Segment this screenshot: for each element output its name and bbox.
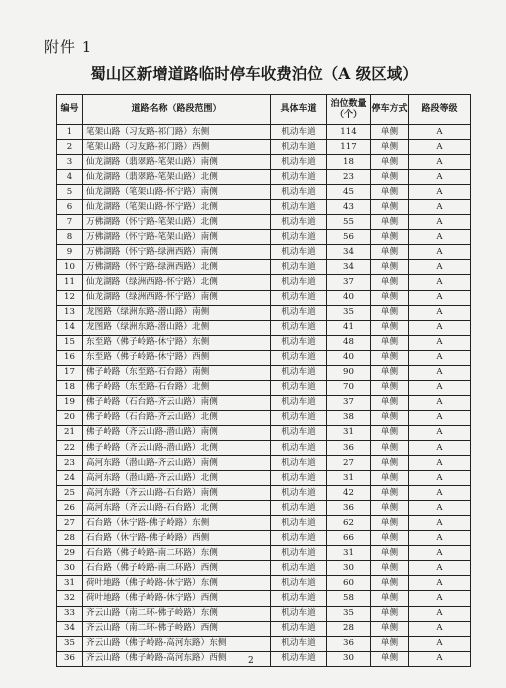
- cell-road: 佛子岭路（东至路-石台路）南侧: [83, 365, 271, 380]
- cell-method: 单侧: [371, 335, 409, 350]
- table-row: [57, 125, 471, 140]
- cell-count: 43: [327, 200, 371, 215]
- cell-count: 41: [327, 320, 371, 335]
- cell-no: 17: [57, 365, 83, 380]
- cell-level: A: [409, 471, 471, 486]
- cell-no: 11: [57, 275, 83, 290]
- cell-level: A: [409, 561, 471, 576]
- table-row: [57, 395, 471, 410]
- cell-no: 35: [57, 636, 83, 651]
- cell-level: A: [409, 425, 471, 440]
- cell-method: 单侧: [371, 290, 409, 305]
- cell-lane: 机动车道: [271, 335, 327, 350]
- cell-level: A: [409, 320, 471, 335]
- cell-level: A: [409, 486, 471, 501]
- cell-count: 34: [327, 245, 371, 260]
- cell-road: 佛子岭路（齐云山路-潜山路）南侧: [83, 425, 271, 440]
- cell-no: 25: [57, 486, 83, 501]
- cell-lane: 机动车道: [271, 591, 327, 606]
- cell-no: 31: [57, 576, 83, 591]
- cell-lane: 机动车道: [271, 380, 327, 395]
- cell-level: A: [409, 636, 471, 651]
- cell-level: A: [409, 395, 471, 410]
- cell-no: 9: [57, 245, 83, 260]
- cell-level: A: [409, 501, 471, 516]
- cell-method: 单侧: [371, 320, 409, 335]
- cell-road: 万佛湖路（怀宁路-绿洲西路）南侧: [83, 245, 271, 260]
- cell-no: 22: [57, 440, 83, 455]
- cell-road: 石台路（休宁路-佛子岭路）西侧: [83, 531, 271, 546]
- cell-count: 66: [327, 531, 371, 546]
- cell-lane: 机动车道: [271, 215, 327, 230]
- cell-lane: 机动车道: [271, 636, 327, 651]
- header-count: 泊位数量（个）: [327, 95, 371, 125]
- cell-no: 14: [57, 320, 83, 335]
- cell-road: 东至路（佛子岭路-休宁路）西侧: [83, 350, 271, 365]
- cell-method: 单侧: [371, 471, 409, 486]
- table-row: [57, 140, 471, 155]
- cell-road: 高河东路（潜山路-齐云山路）北侧: [83, 471, 271, 486]
- cell-lane: 机动车道: [271, 185, 327, 200]
- cell-method: 单侧: [371, 230, 409, 245]
- cell-method: 单侧: [371, 275, 409, 290]
- table-row: [57, 440, 471, 455]
- cell-level: A: [409, 591, 471, 606]
- cell-lane: 机动车道: [271, 140, 327, 155]
- cell-count: 30: [327, 651, 371, 666]
- cell-road: 齐云山路（南二环-佛子岭路）西侧: [83, 621, 271, 636]
- cell-level: A: [409, 546, 471, 561]
- cell-road: 佛子岭路（石台路-齐云山路）南侧: [83, 395, 271, 410]
- cell-method: 单侧: [371, 365, 409, 380]
- table-row: [57, 320, 471, 335]
- header-level: 路段等级: [409, 95, 471, 125]
- cell-level: A: [409, 185, 471, 200]
- cell-count: 28: [327, 621, 371, 636]
- cell-road: 万佛湖路（怀宁路-绿洲西路）北侧: [83, 260, 271, 275]
- table-row: [57, 456, 471, 471]
- cell-method: 单侧: [371, 395, 409, 410]
- header-no: 编号: [57, 95, 83, 125]
- cell-level: A: [409, 335, 471, 350]
- cell-no: 6: [57, 200, 83, 215]
- cell-road: 仙龙湖路（笔架山路-怀宁路）北侧: [83, 200, 271, 215]
- cell-road: 石台路（佛子岭路-南二环路）东侧: [83, 546, 271, 561]
- cell-level: A: [409, 456, 471, 471]
- cell-count: 31: [327, 425, 371, 440]
- cell-road: 笔架山路（习友路-祁门路）东侧: [83, 125, 271, 140]
- cell-method: 单侧: [371, 501, 409, 516]
- cell-lane: 机动车道: [271, 365, 327, 380]
- cell-count: 58: [327, 591, 371, 606]
- cell-no: 13: [57, 305, 83, 320]
- annex-label: 附件 1: [44, 38, 93, 56]
- table-row: [57, 275, 471, 290]
- cell-level: A: [409, 365, 471, 380]
- cell-road: 仙龙湖路（绿洲西路-怀宁路）北侧: [83, 275, 271, 290]
- table-row: [57, 305, 471, 320]
- cell-road: 佛子岭路（齐云山路-潜山路）北侧: [83, 440, 271, 455]
- table-row: [57, 155, 471, 170]
- cell-lane: 机动车道: [271, 155, 327, 170]
- table-row: [57, 606, 471, 621]
- cell-road: 东至路（佛子岭路-休宁路）东侧: [83, 335, 271, 350]
- cell-method: 单侧: [371, 200, 409, 215]
- cell-road: 齐云山路（佛子岭路-高河东路）西侧: [83, 651, 271, 666]
- cell-method: 单侧: [371, 410, 409, 425]
- cell-level: A: [409, 440, 471, 455]
- cell-no: 1: [57, 125, 83, 140]
- cell-lane: 机动车道: [271, 410, 327, 425]
- table-header-row: [57, 95, 471, 125]
- cell-no: 28: [57, 531, 83, 546]
- cell-level: A: [409, 531, 471, 546]
- document-title: 蜀山区新增道路临时停车收费泊位（A 级区域）: [90, 64, 418, 83]
- cell-lane: 机动车道: [271, 395, 327, 410]
- cell-lane: 机动车道: [271, 576, 327, 591]
- table-row: [57, 531, 471, 546]
- cell-road: 荷叶地路（佛子岭路-休宁路）西侧: [83, 591, 271, 606]
- cell-method: 单侧: [371, 155, 409, 170]
- table-row: [57, 260, 471, 275]
- cell-road: 荷叶地路（佛子岭路-休宁路）东侧: [83, 576, 271, 591]
- cell-method: 单侧: [371, 305, 409, 320]
- cell-no: 32: [57, 591, 83, 606]
- cell-level: A: [409, 260, 471, 275]
- cell-lane: 机动车道: [271, 425, 327, 440]
- cell-lane: 机动车道: [271, 501, 327, 516]
- cell-level: A: [409, 380, 471, 395]
- cell-road: 仙龙湖路（翡翠路-笔架山路）北侧: [83, 170, 271, 185]
- cell-level: A: [409, 606, 471, 621]
- cell-level: A: [409, 245, 471, 260]
- table-row: [57, 185, 471, 200]
- cell-level: A: [409, 576, 471, 591]
- cell-count: 62: [327, 516, 371, 531]
- cell-lane: 机动车道: [271, 125, 327, 140]
- cell-road: 笔架山路（习友路-祁门路）西侧: [83, 140, 271, 155]
- cell-no: 26: [57, 501, 83, 516]
- cell-road: 齐云山路（南二环-佛子岭路）东侧: [83, 606, 271, 621]
- cell-no: 27: [57, 516, 83, 531]
- cell-count: 60: [327, 576, 371, 591]
- cell-count: 40: [327, 290, 371, 305]
- cell-method: 单侧: [371, 636, 409, 651]
- table-row: [57, 591, 471, 606]
- cell-road: 佛子岭路（石台路-齐云山路）北侧: [83, 410, 271, 425]
- cell-no: 24: [57, 471, 83, 486]
- cell-road: 仙龙湖路（笔架山路-怀宁路）南侧: [83, 185, 271, 200]
- cell-method: 单侧: [371, 576, 409, 591]
- cell-count: 23: [327, 170, 371, 185]
- cell-level: A: [409, 140, 471, 155]
- cell-no: 3: [57, 155, 83, 170]
- page-number: 2: [248, 656, 254, 666]
- cell-method: 单侧: [371, 260, 409, 275]
- cell-road: 高河东路（潜山路-齐云山路）南侧: [83, 456, 271, 471]
- cell-count: 35: [327, 606, 371, 621]
- cell-no: 16: [57, 350, 83, 365]
- cell-count: 38: [327, 410, 371, 425]
- cell-lane: 机动车道: [271, 230, 327, 245]
- cell-lane: 机动车道: [271, 305, 327, 320]
- table-row: [57, 471, 471, 486]
- cell-count: 40: [327, 350, 371, 365]
- cell-level: A: [409, 350, 471, 365]
- cell-method: 单侧: [371, 561, 409, 576]
- table-row: [57, 516, 471, 531]
- cell-method: 单侧: [371, 185, 409, 200]
- cell-lane: 机动车道: [271, 486, 327, 501]
- cell-count: 18: [327, 155, 371, 170]
- cell-count: 36: [327, 440, 371, 455]
- cell-road: 仙龙湖路（绿洲西路-怀宁路）南侧: [83, 290, 271, 305]
- cell-lane: 机动车道: [271, 456, 327, 471]
- cell-level: A: [409, 275, 471, 290]
- cell-method: 单侧: [371, 651, 409, 666]
- cell-lane: 机动车道: [271, 440, 327, 455]
- cell-method: 单侧: [371, 215, 409, 230]
- table-row: [57, 486, 471, 501]
- cell-method: 单侧: [371, 621, 409, 636]
- table-row: [57, 576, 471, 591]
- cell-method: 单侧: [371, 546, 409, 561]
- cell-count: 70: [327, 380, 371, 395]
- table-body: [57, 125, 471, 667]
- cell-lane: 机动车道: [271, 546, 327, 561]
- table-row: [57, 501, 471, 516]
- cell-no: 21: [57, 425, 83, 440]
- cell-no: 4: [57, 170, 83, 185]
- cell-level: A: [409, 215, 471, 230]
- cell-count: 31: [327, 471, 371, 486]
- cell-method: 单侧: [371, 606, 409, 621]
- cell-road: 高河东路（齐云山路-石台路）南侧: [83, 486, 271, 501]
- cell-count: 37: [327, 395, 371, 410]
- cell-no: 8: [57, 230, 83, 245]
- table-row: [57, 245, 471, 260]
- cell-road: 石台路（佛子岭路-南二环路）西侧: [83, 561, 271, 576]
- cell-count: 90: [327, 365, 371, 380]
- cell-method: 单侧: [371, 245, 409, 260]
- cell-method: 单侧: [371, 531, 409, 546]
- table-row: [57, 215, 471, 230]
- cell-road: 万佛湖路（怀宁路-笔架山路）南侧: [83, 230, 271, 245]
- cell-no: 12: [57, 290, 83, 305]
- cell-count: 35: [327, 305, 371, 320]
- table-row: [57, 410, 471, 425]
- cell-level: A: [409, 305, 471, 320]
- table-row: [57, 621, 471, 636]
- cell-no: 2: [57, 140, 83, 155]
- cell-count: 34: [327, 260, 371, 275]
- cell-method: 单侧: [371, 456, 409, 471]
- cell-road: 石台路（休宁路-佛子岭路）东侧: [83, 516, 271, 531]
- cell-no: 15: [57, 335, 83, 350]
- cell-count: 42: [327, 486, 371, 501]
- cell-level: A: [409, 290, 471, 305]
- cell-lane: 机动车道: [271, 621, 327, 636]
- header-method: 停车方式: [371, 95, 409, 125]
- header-road: 道路名称（路段范围）: [83, 95, 271, 125]
- table-row: [57, 561, 471, 576]
- cell-count: 117: [327, 140, 371, 155]
- cell-level: A: [409, 651, 471, 666]
- cell-count: 56: [327, 230, 371, 245]
- table-row: [57, 546, 471, 561]
- cell-level: A: [409, 516, 471, 531]
- cell-count: 37: [327, 275, 371, 290]
- cell-lane: 机动车道: [271, 200, 327, 215]
- table-row: [57, 425, 471, 440]
- cell-count: 48: [327, 335, 371, 350]
- cell-count: 31: [327, 546, 371, 561]
- cell-level: A: [409, 200, 471, 215]
- cell-road: 仙龙湖路（翡翠路-笔架山路）南侧: [83, 155, 271, 170]
- cell-no: 34: [57, 621, 83, 636]
- cell-count: 36: [327, 636, 371, 651]
- cell-lane: 机动车道: [271, 260, 327, 275]
- cell-lane: 机动车道: [271, 350, 327, 365]
- cell-lane: 机动车道: [271, 531, 327, 546]
- cell-lane: 机动车道: [271, 606, 327, 621]
- cell-no: 19: [57, 395, 83, 410]
- cell-no: 23: [57, 456, 83, 471]
- table-row: [57, 350, 471, 365]
- cell-road: 龙图路（绿洲东路-潜山路）南侧: [83, 305, 271, 320]
- cell-no: 7: [57, 215, 83, 230]
- cell-method: 单侧: [371, 486, 409, 501]
- cell-lane: 机动车道: [271, 320, 327, 335]
- cell-count: 36: [327, 501, 371, 516]
- header-lane: 具体车道: [271, 95, 327, 125]
- cell-no: 20: [57, 410, 83, 425]
- cell-method: 单侧: [371, 591, 409, 606]
- cell-lane: 机动车道: [271, 651, 327, 666]
- cell-level: A: [409, 621, 471, 636]
- cell-lane: 机动车道: [271, 516, 327, 531]
- cell-method: 单侧: [371, 170, 409, 185]
- table-row: [57, 380, 471, 395]
- cell-road: 佛子岭路（东至路-石台路）北侧: [83, 380, 271, 395]
- table-row: [57, 170, 471, 185]
- cell-level: A: [409, 125, 471, 140]
- cell-method: 单侧: [371, 380, 409, 395]
- cell-method: 单侧: [371, 425, 409, 440]
- table-row: [57, 200, 471, 215]
- cell-no: 30: [57, 561, 83, 576]
- cell-road: 齐云山路（佛子岭路-高河东路）东侧: [83, 636, 271, 651]
- cell-road: 高河东路（齐云山路-石台路）北侧: [83, 501, 271, 516]
- cell-method: 单侧: [371, 140, 409, 155]
- cell-no: 29: [57, 546, 83, 561]
- table-row: [57, 290, 471, 305]
- cell-no: 10: [57, 260, 83, 275]
- cell-count: 27: [327, 456, 371, 471]
- cell-count: 114: [327, 125, 371, 140]
- cell-lane: 机动车道: [271, 471, 327, 486]
- table-row: [57, 651, 471, 666]
- table-row: [57, 636, 471, 651]
- cell-count: 55: [327, 215, 371, 230]
- cell-lane: 机动车道: [271, 275, 327, 290]
- cell-road: 万佛湖路（怀宁路-笔架山路）北侧: [83, 215, 271, 230]
- cell-no: 18: [57, 380, 83, 395]
- cell-method: 单侧: [371, 516, 409, 531]
- cell-level: A: [409, 410, 471, 425]
- cell-lane: 机动车道: [271, 170, 327, 185]
- cell-method: 单侧: [371, 125, 409, 140]
- cell-lane: 机动车道: [271, 290, 327, 305]
- cell-method: 单侧: [371, 440, 409, 455]
- cell-method: 单侧: [371, 350, 409, 365]
- cell-count: 45: [327, 185, 371, 200]
- table-row: [57, 365, 471, 380]
- cell-level: A: [409, 155, 471, 170]
- cell-lane: 机动车道: [271, 245, 327, 260]
- cell-no: 5: [57, 185, 83, 200]
- cell-count: 30: [327, 561, 371, 576]
- table-row: [57, 335, 471, 350]
- cell-road: 龙图路（绿洲东路-潜山路）北侧: [83, 320, 271, 335]
- cell-lane: 机动车道: [271, 561, 327, 576]
- parking-table: [56, 94, 471, 667]
- cell-no: 33: [57, 606, 83, 621]
- cell-no: 36: [57, 651, 83, 666]
- table-row: [57, 230, 471, 245]
- cell-level: A: [409, 230, 471, 245]
- cell-level: A: [409, 170, 471, 185]
